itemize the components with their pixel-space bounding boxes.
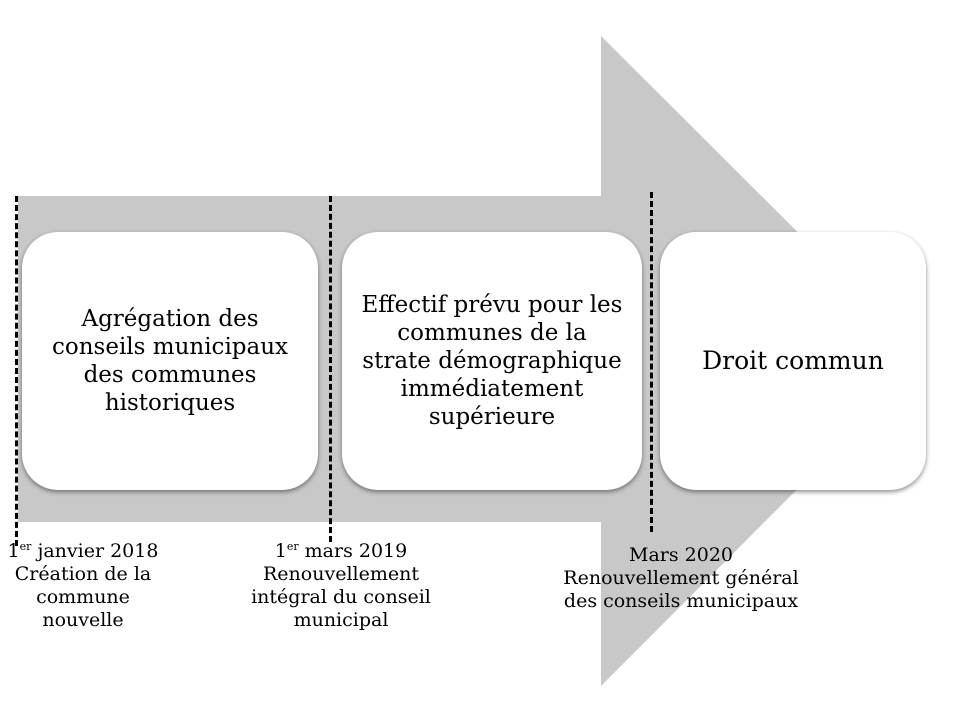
milestone-label-2018 bbox=[0, 540, 166, 632]
milestone-divider bbox=[329, 196, 332, 542]
phase-box-common-law bbox=[660, 232, 926, 490]
milestone-label-2020 bbox=[540, 544, 822, 613]
milestone-date: 1er mars 2019 bbox=[274, 540, 408, 562]
milestone-description-line: des conseils municipaux bbox=[563, 590, 799, 612]
milestone-divider bbox=[650, 192, 653, 532]
milestone-description-line: Renouvellement bbox=[263, 563, 419, 585]
milestone-description-line: intégral du conseil bbox=[251, 586, 431, 608]
milestone-description-line: Renouvellement général bbox=[563, 567, 799, 589]
phase-text: Droit commun bbox=[702, 346, 884, 375]
milestone-date: 1er janvier 2018 bbox=[7, 540, 159, 562]
phase-text: Agrégation des conseils municipaux des communes historiques bbox=[51, 306, 289, 416]
phase-box-aggregation bbox=[22, 232, 318, 490]
milestone-description-line: Création de la bbox=[14, 563, 152, 585]
milestone-date: Mars 2020 bbox=[628, 544, 733, 566]
milestone-description-line: commune bbox=[36, 586, 130, 608]
milestone-description-line: nouvelle bbox=[42, 609, 124, 631]
phase-box-upper-stratum bbox=[342, 232, 642, 490]
milestone-label-2019 bbox=[238, 540, 444, 632]
milestone-description-line: municipal bbox=[293, 609, 389, 631]
phase-text: Effectif prévu pour les communes de la strate démographique immédiatement supérieure bbox=[361, 292, 623, 430]
milestone-divider bbox=[15, 196, 18, 546]
